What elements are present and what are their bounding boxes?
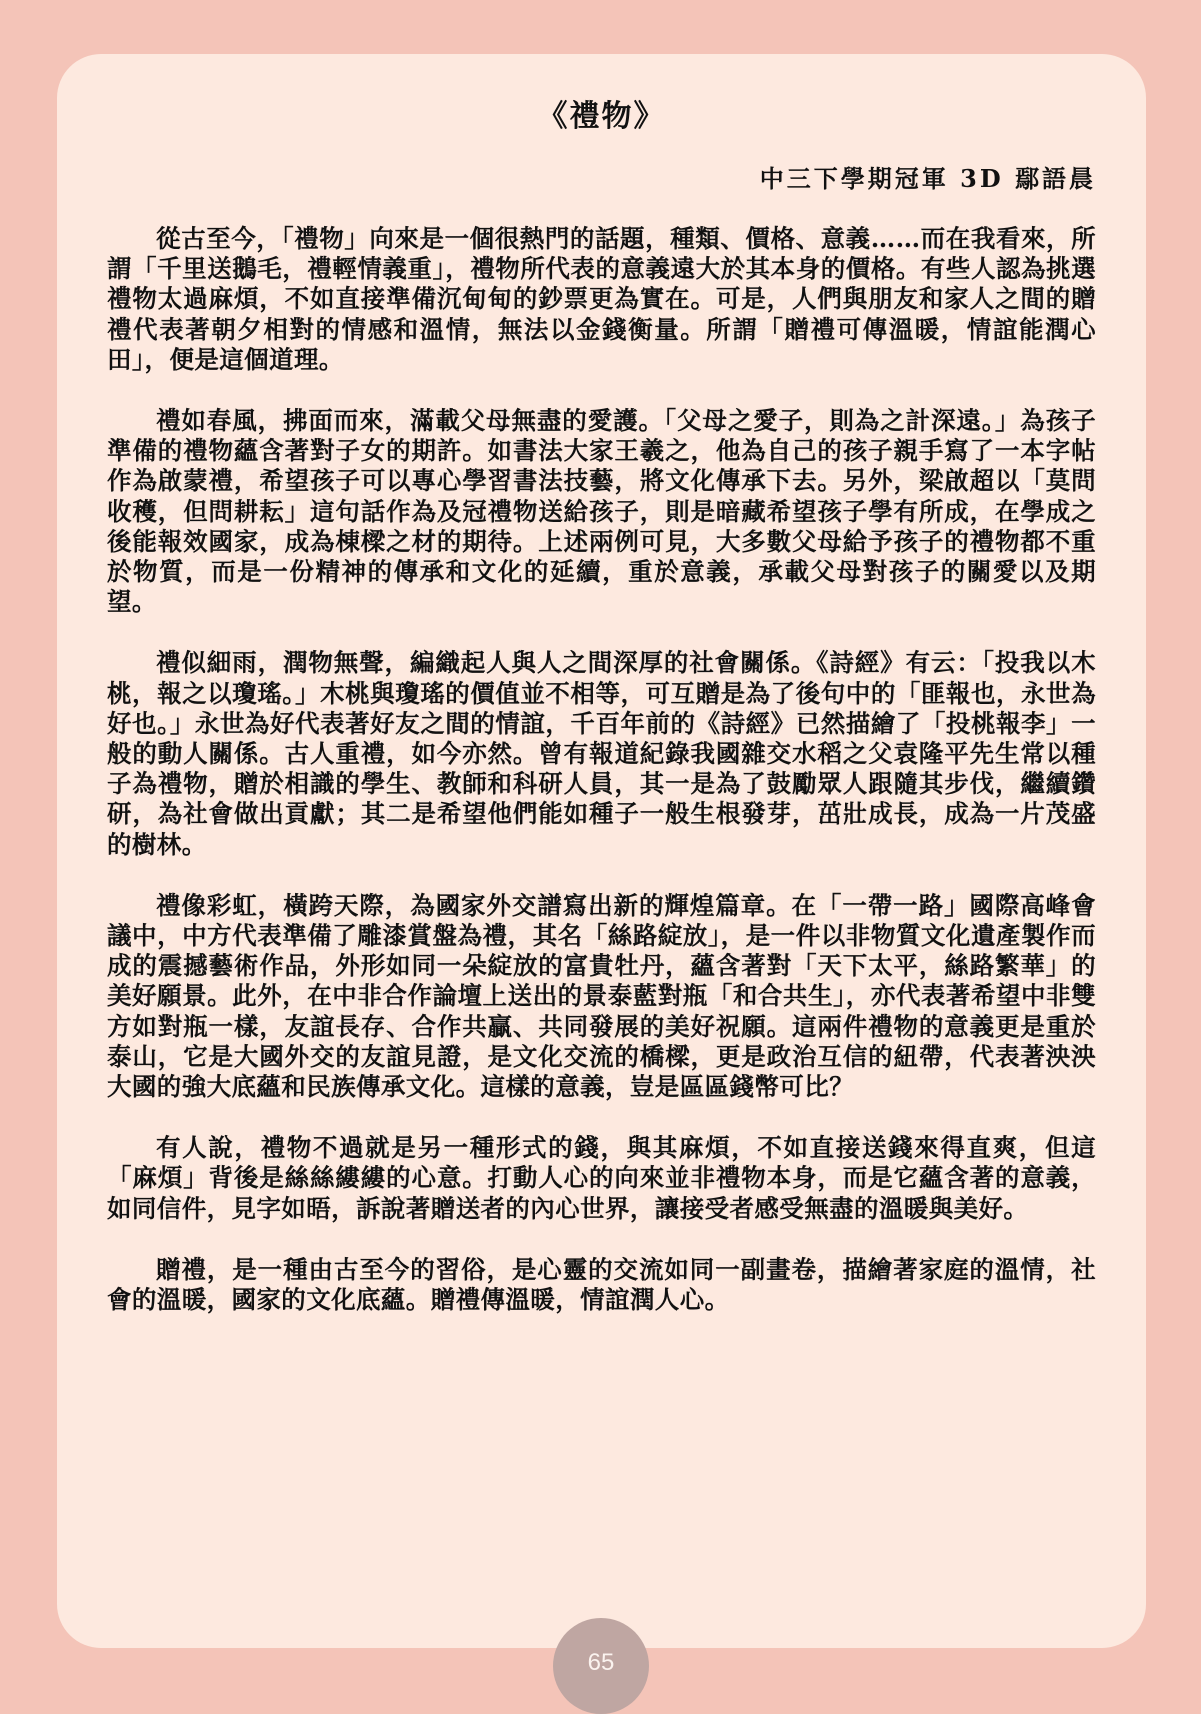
paragraph-5: 有人說，禮物不過就是另一種形式的錢，與其麻煩，不如直接送錢來得直爽，但這「麻煩」背後是絲絲縷縷的心意。打動人心的向來並非禮物本身，而是它蘊含著的意義，如同信件，見字如晤，訴說著贈送者的內心世界，讓接受者感受無盡的溫暖與美好。 bbox=[107, 1133, 1096, 1223]
article-card bbox=[57, 54, 1146, 1648]
page-number-badge: 65 bbox=[553, 1618, 649, 1714]
article-body bbox=[107, 224, 1096, 1315]
author-byline: 中三下學期冠軍 3D 鄢語晨 bbox=[759, 164, 1096, 193]
paragraph-2: 禮如春風，拂面而來，滿載父母無盡的愛護。「父母之愛子，則為之計深遠。」為孩子準備的禮物蘊含著對子女的期許。如書法大家王羲之，他為自己的孩子親手寫了一本字帖作為啟蒙禮，希望孩子可以專心學習書法技藝，將文化傳承下去。另外，梁啟超以「莫問收穫，但問耕耘」這句話作為及冠禮物送給孩子，則是暗藏希望孩子學有所成，在學成之後能報效國家，成為棟樑之材的期待。上述兩例可見，大多數父母給予孩子的禮物都不重於物質，而是一份精神的傳承和文化的延續，重於意義，承載父母對孩子的關愛以及期望。 bbox=[107, 406, 1096, 617]
paragraph-3: 禮似細雨，潤物無聲，編織起人與人之間深厚的社會關係。《詩經》有云：「投我以木桃，報之以瓊瑤。」木桃與瓊瑤的價值並不相等，可互贈是為了後句中的「匪報也，永世為好也。」永世為好代表著好友之間的情誼，千百年前的《詩經》已然描繪了「投桃報李」一般的動人關係。古人重禮，如今亦然。曾有報道紀錄我國雜交水稻之父袁隆平先生常以種子為禮物，贈於相識的學生、教師和科研人員，其一是為了鼓勵眾人跟隨其步伐，繼續鑽研，為社會做出貢獻；其二是希望他們能如種子一般生根發芽，茁壯成長，成為一片茂盛的樹林。 bbox=[107, 648, 1096, 859]
paragraph-1: 從古至今，「禮物」向來是一個很熱門的話題，種類、價格、意義……而在我看來，所謂「千里送鵝毛，禮輕情義重」，禮物所代表的意義遠大於其本身的價格。有些人認為挑選禮物太過麻煩，不如直接準備沉甸甸的鈔票更為實在。可是，人們與朋友和家人之間的贈禮代表著朝夕相對的情感和溫情，無法以金錢衡量。所謂「贈禮可傳溫暖，情誼能潤心田」，便是這個道理。 bbox=[107, 224, 1096, 374]
article-title: 《禮物》 bbox=[537, 99, 666, 134]
paragraph-6: 贈禮，是一種由古至今的習俗，是心靈的交流如同一副畫卷，描繪著家庭的溫情，社會的溫暖，國家的文化底蘊。贈禮傳溫暖，情誼潤人心。 bbox=[107, 1254, 1096, 1315]
paragraph-4: 禮像彩虹，橫跨天際，為國家外交譜寫出新的輝煌篇章。在「一帶一路」國際高峰會議中，中方代表準備了雕漆賞盤為禮，其名「絲路綻放」，是一件以非物質文化遺產製作而成的震撼藝術作品，外形如同一朵綻放的富貴牡丹，蘊含著對「天下太平，絲路繁華」的美好願景。此外，在中非合作論壇上送出的景泰藍對瓶「和合共生」，亦代表著希望中非雙方如對瓶一樣，友誼長存、合作共贏、共同發展的美好祝願。這兩件禮物的意義更是重於泰山，它是大國外交的友誼見證，是文化交流的橋樑，更是政治互信的紐帶，代表著泱泱大國的強大底蘊和民族傳承文化。這樣的意義，豈是區區錢幣可比？ bbox=[107, 890, 1096, 1102]
